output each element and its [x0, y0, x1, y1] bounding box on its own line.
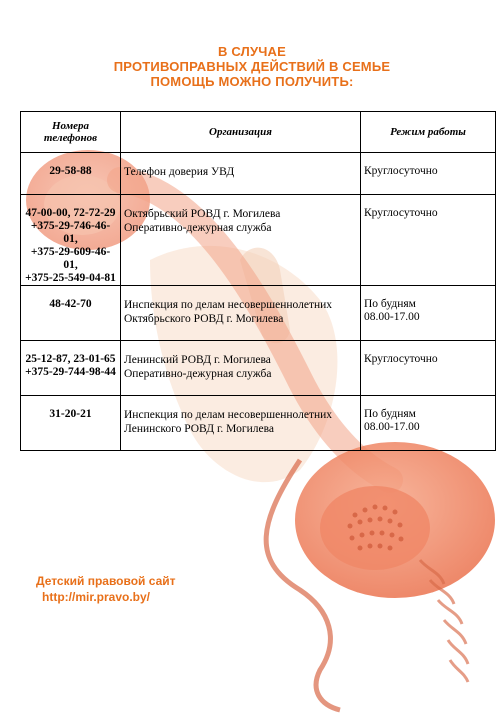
footer	[36, 573, 176, 605]
work-mode: По будням 08.00-17.00	[361, 286, 496, 341]
phone-numbers: 25-12-87, 23-01-65 +375-29-744-98-44	[21, 341, 121, 396]
organization-name: Октябрьский РОВД г. Могилева Оперативно-дежурная служба	[121, 195, 361, 286]
phone-numbers: 48-42-70	[21, 286, 121, 341]
table-row	[21, 286, 496, 341]
site-url-link[interactable]: http://mir.pravo.by/	[42, 590, 151, 604]
organization-name: Ленинский РОВД г. Могилева Оперативно-дежурная служба	[121, 341, 361, 396]
work-mode: Круглосуточно	[361, 195, 496, 286]
heading-line-3: ПОМОЩЬ МОЖНО ПОЛУЧИТЬ:	[150, 74, 354, 89]
header-work-mode: Режим работы	[361, 112, 496, 153]
phone-directory-table	[20, 111, 496, 451]
heading-line-1: В СЛУЧАЕ	[217, 44, 287, 59]
table-header-row	[21, 112, 496, 153]
organization-name: Инспекция по делам несовершеннолетних Ленинского РОВД г. Могилева	[121, 396, 361, 451]
work-mode: Круглосуточно	[361, 341, 496, 396]
header-phones: Номера телефонов	[21, 112, 121, 153]
organization-name: Телефон доверия УВД	[121, 153, 361, 195]
phone-numbers: 47-00-00, 72-72-29 +375-29-746-46-01, +375-29-609-46-01, +375-25-549-04-81	[21, 195, 121, 286]
work-mode: Круглосуточно	[361, 153, 496, 195]
table-row	[21, 396, 496, 451]
organization-name: Инспекция по делам несовершеннолетних Октябрьского РОВД г. Могилева	[121, 286, 361, 341]
phone-numbers: 31-20-21	[21, 396, 121, 451]
table-row	[21, 195, 496, 286]
page-heading	[0, 44, 504, 89]
table-row	[21, 341, 496, 396]
table-row	[21, 153, 496, 195]
site-name: Детский правовой сайт	[36, 574, 176, 588]
work-mode: По будням 08.00-17.00	[361, 396, 496, 451]
phone-numbers: 29-58-88	[21, 153, 121, 195]
header-organization: Организация	[121, 112, 361, 153]
heading-line-2: ПРОТИВОПРАВНЫХ ДЕЙСТВИЙ В СЕМЬЕ	[113, 59, 391, 74]
